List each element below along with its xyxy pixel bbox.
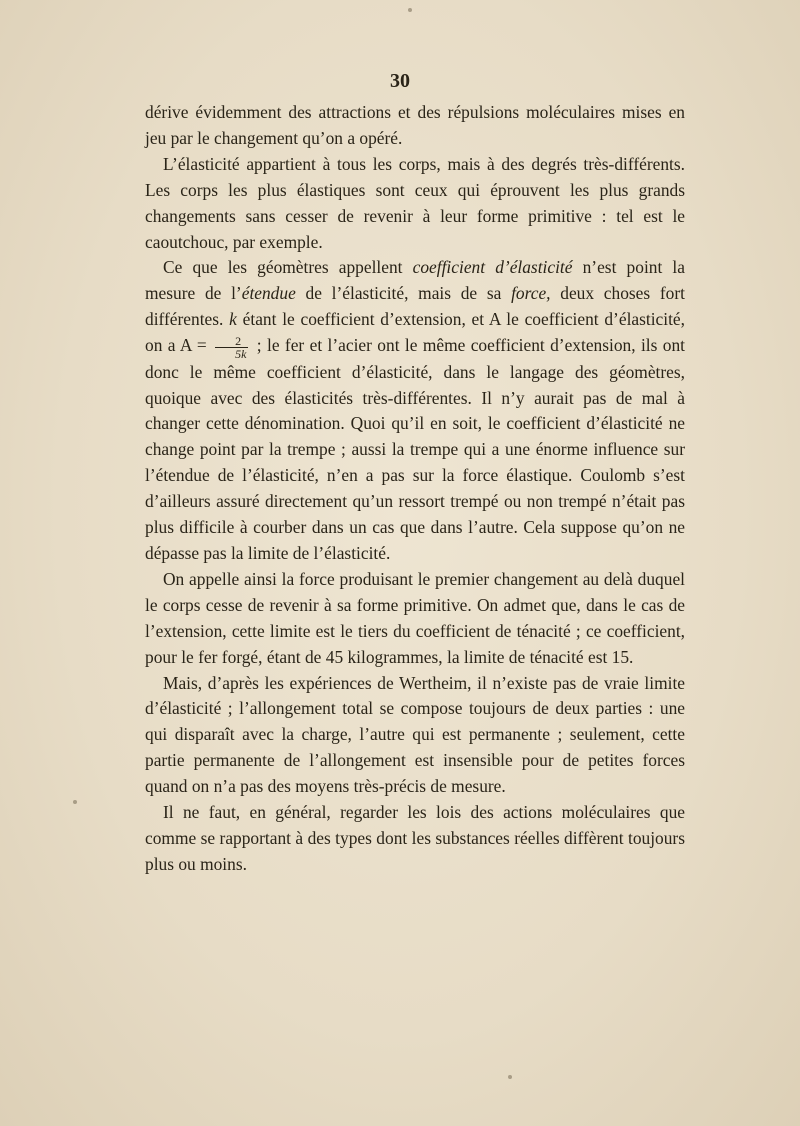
- italic-text: force,: [511, 283, 551, 304]
- text-segment: deux choses fort différentes.: [145, 283, 685, 330]
- paper-speck: [508, 1075, 512, 1079]
- text-segment: ; le fer et l’acier ont le même coefficient d’extension, ils ont donc le même coefficient d’élasticité, dans le langage des géomètres, quoique avec des élasticités très-différentes. Il n’y aurait pas de mal à changer cette dénomination. Quoi qu’il en soit, le coefficient d’élasticité ne change point par la trempe ; aussi la trempe qui a une énorme influence sur l’étendue de l’élasticité, n’en a pas sur la force élastique. Coulomb s’est d’ailleurs assuré directement qu’un ressort trempé ou non trempé n’était pas plus difficile à courber dans un cas que dans l’autre. Cela suppose qu’on ne dépasse pas la limite de l’élasticité.: [145, 335, 685, 563]
- text-segment: étant le coefficient d’extension, et A le coefficient d’élasticité, on a A =: [145, 309, 685, 356]
- fraction-denominator: 5k: [235, 346, 247, 361]
- paragraph: [145, 255, 685, 566]
- page-number: 30: [390, 70, 410, 92]
- paragraph: [145, 152, 685, 256]
- paragraph: [145, 100, 685, 152]
- fraction-numerator: 2: [215, 335, 248, 348]
- paragraph: [145, 800, 685, 878]
- text-segment: On appelle ainsi la force produisant le premier changement au delà duquel le corps cesse de revenir à sa forme primitive. On admet que, dans le cas de l’extension, cette limite est le tiers du coefficient de ténacité ; ce coefficient, pour le fer forgé, étant de 45 kilogrammes, la limite de ténacité est 15.: [145, 568, 685, 667]
- text-segment: L’élasticité appartient à tous les corps, mais à des degrés très-différents. Les corps les plus élastiques sont ceux qui éprouvent les plus grands changements sans cesser de revenir à leur forme primitive : tel est le caoutchouc, par exemple.: [145, 153, 685, 252]
- paragraph: [145, 567, 685, 671]
- text-segment: dérive évidemment des attractions et des répulsions moléculaires mises en jeu par le changement qu’on a opéré.: [145, 102, 685, 148]
- paragraph: [145, 671, 685, 801]
- italic-text: étendue: [241, 283, 296, 304]
- paper-speck: [73, 800, 77, 804]
- text-segment: de l’élasticité, mais de sa: [295, 283, 512, 304]
- text-segment: Il ne faut, en général, regarder les lois des actions moléculaires que comme se rapportant à des types dont les substances réelles diffèrent toujours plus ou moins.: [145, 802, 685, 874]
- text-segment: Ce que les géomètres appellent: [163, 257, 413, 278]
- text-segment: Mais, d’après les expériences de Wertheim, il n’existe pas de vraie limite d’élasticité ; l’allongement total se compose toujours de deux parties : une qui disparaît avec la charge, l’autre qui est permanente ; seulement, cette partie permanente de l’allongement est insensible pour de petites forces quand on n’a pas des moyens très-précis de mesure.: [145, 672, 685, 797]
- italic-text: coefficient d’élasticité: [412, 257, 573, 278]
- text-segment: n’est point la mesure de l’: [145, 257, 685, 304]
- italic-text: k: [229, 309, 237, 330]
- paper-speck: [408, 8, 412, 12]
- fraction: [215, 335, 248, 360]
- body-text: [145, 100, 685, 878]
